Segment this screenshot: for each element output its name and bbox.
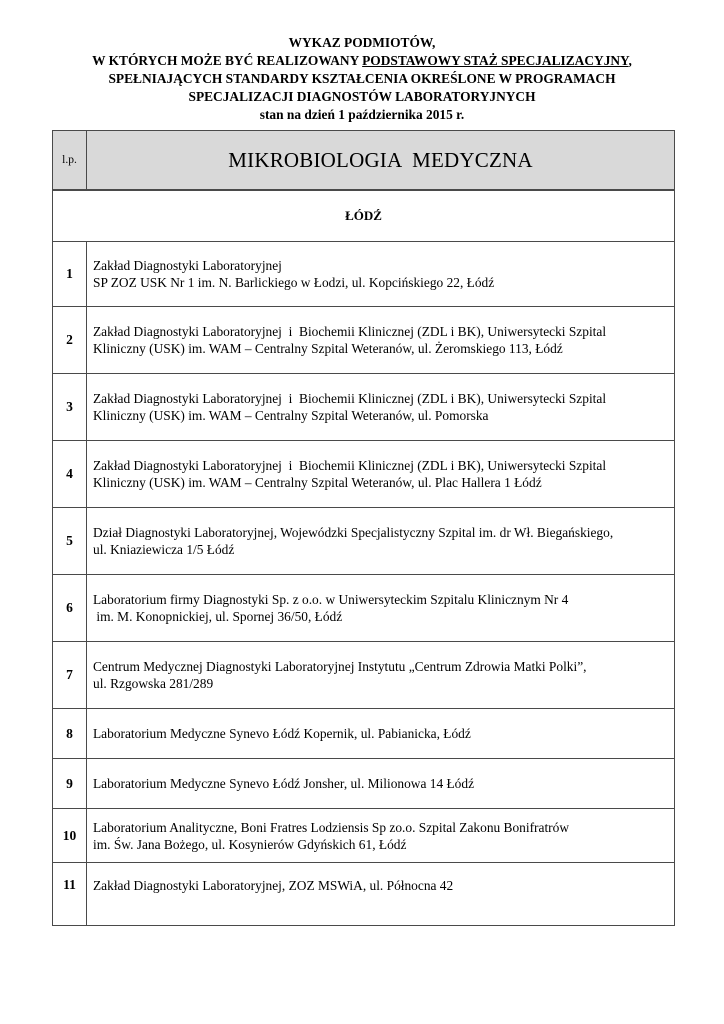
entity-line-1: Laboratorium Medyczne Synevo Łódź Jonsher, ul. Milionowa 14 Łódź (93, 776, 475, 791)
row-number: 2 (53, 307, 87, 374)
entity-description (87, 242, 675, 307)
entity-line-1: Laboratorium Analityczne, Boni Fratres Lodziensis Sp zo.o. Szpital Zakonu Bonifratrów (93, 819, 570, 835)
document-header (0, 34, 724, 124)
entity-line-1: Zakład Diagnostyki Laboratoryjnej i Biochemii Klinicznej (ZDL i BK), Uniwersytecki Szpital (93, 391, 607, 406)
header-date-line: stan na dzień 1 października 2015 r. (259, 107, 465, 122)
header-line-2-post: , (628, 53, 632, 68)
row-number: 11 (53, 863, 87, 926)
table-row (53, 709, 675, 759)
entity-line-2: Kliniczny (USK) im. WAM – Centralny Szpital Weteranów, ul. Pomorska (93, 408, 489, 423)
row-number: 10 (53, 809, 87, 863)
header-line-2 (0, 52, 724, 70)
table-row (53, 242, 675, 307)
entity-line-2: SP ZOZ USK Nr 1 im. N. Barlickiego w Łodzi, ul. Kopcińskiego 22, Łódź (93, 275, 495, 290)
entity-line-1: Zakład Diagnostyki Laboratoryjnej, ZOZ MSWiA, ul. Północna 42 (93, 878, 454, 893)
row-number: 6 (53, 575, 87, 642)
table-row (53, 441, 675, 508)
row-number: 9 (53, 759, 87, 809)
entity-description (87, 307, 675, 374)
entities-table (52, 130, 675, 926)
header-line-1: WYKAZ PODMIOTÓW, (288, 35, 436, 50)
entity-line-2: ul. Rzgowska 281/289 (93, 676, 214, 691)
row-number: 3 (53, 374, 87, 441)
entity-line-2: ul. Kniaziewicza 1/5 Łódź (93, 542, 235, 557)
table-header-row (53, 131, 675, 191)
table-row (53, 863, 675, 926)
city-row (53, 190, 675, 242)
table-row (53, 809, 675, 863)
table-row (53, 307, 675, 374)
entity-line-1: Laboratorium Medyczne Synevo Łódź Kopernik, ul. Pabianicka, Łódź (93, 726, 471, 741)
lp-column-header: l.p. (53, 131, 87, 191)
table-row (53, 759, 675, 809)
row-number: 5 (53, 508, 87, 575)
entity-line-1: Zakład Diagnostyki Laboratoryjnej i Biochemii Klinicznej (ZDL i BK), Uniwersytecki Szpital (93, 324, 607, 339)
entity-line-1: Zakład Diagnostyki Laboratoryjnej (93, 258, 282, 273)
entity-line-1: Laboratorium firmy Diagnostyki Sp. z o.o. w Uniwersyteckim Szpitalu Klinicznym Nr 4 (93, 592, 569, 607)
header-line-2-underlined: PODSTAWOWY STAŻ SPECJALIZACYJNY (362, 53, 629, 68)
table-row (53, 642, 675, 709)
entity-line-2: im. M. Konopnickiej, ul. Spornej 36/50, Łódź (93, 609, 343, 624)
header-line-4: SPECJALIZACJI DIAGNOSTÓW LABORATORYJNYCH (188, 89, 536, 104)
entity-description (87, 441, 675, 508)
entity-description (87, 642, 675, 709)
entity-line-1: Dział Diagnostyki Laboratoryjnej, Wojewódzki Specjalistyczny Szpital im. dr Wł. Biegańskiego, (93, 525, 614, 540)
entity-line-2: im. Św. Jana Bożego, ul. Kosynierów Gdyńskich 61, Łódź (93, 836, 407, 852)
row-number: 4 (53, 441, 87, 508)
entity-description (87, 759, 675, 809)
entity-line-1: Zakład Diagnostyki Laboratoryjnej i Biochemii Klinicznej (ZDL i BK), Uniwersytecki Szpital (93, 458, 607, 473)
row-number: 7 (53, 642, 87, 709)
table-row (53, 374, 675, 441)
table-row (53, 508, 675, 575)
header-line-2-pre: W KTÓRYCH MOŻE BYĆ REALIZOWANY (92, 53, 363, 68)
row-number: 1 (53, 242, 87, 307)
entity-description (87, 575, 675, 642)
city-name: ŁÓDŹ (53, 190, 675, 242)
entity-line-2: Kliniczny (USK) im. WAM – Centralny Szpital Weteranów, ul. Żeromskiego 113, Łódź (93, 341, 563, 356)
entity-line-1: Centrum Medycznej Diagnostyki Laboratoryjnej Instytutu „Centrum Zdrowia Matki Polki”, (93, 659, 587, 674)
entity-description (87, 374, 675, 441)
entity-description (87, 709, 675, 759)
specialization-title: MIKROBIOLOGIA MEDYCZNA (87, 131, 675, 191)
entity-description (87, 508, 675, 575)
row-number: 8 (53, 709, 87, 759)
entity-description (87, 809, 675, 863)
table-row (53, 575, 675, 642)
table-body (53, 242, 675, 926)
entity-line-2: Kliniczny (USK) im. WAM – Centralny Szpital Weteranów, ul. Plac Hallera 1 Łódź (93, 475, 542, 490)
header-line-3: SPEŁNIAJĄCYCH STANDARDY KSZTAŁCENIA OKREŚLONE W PROGRAMACH (108, 71, 616, 86)
entity-description (87, 863, 675, 926)
